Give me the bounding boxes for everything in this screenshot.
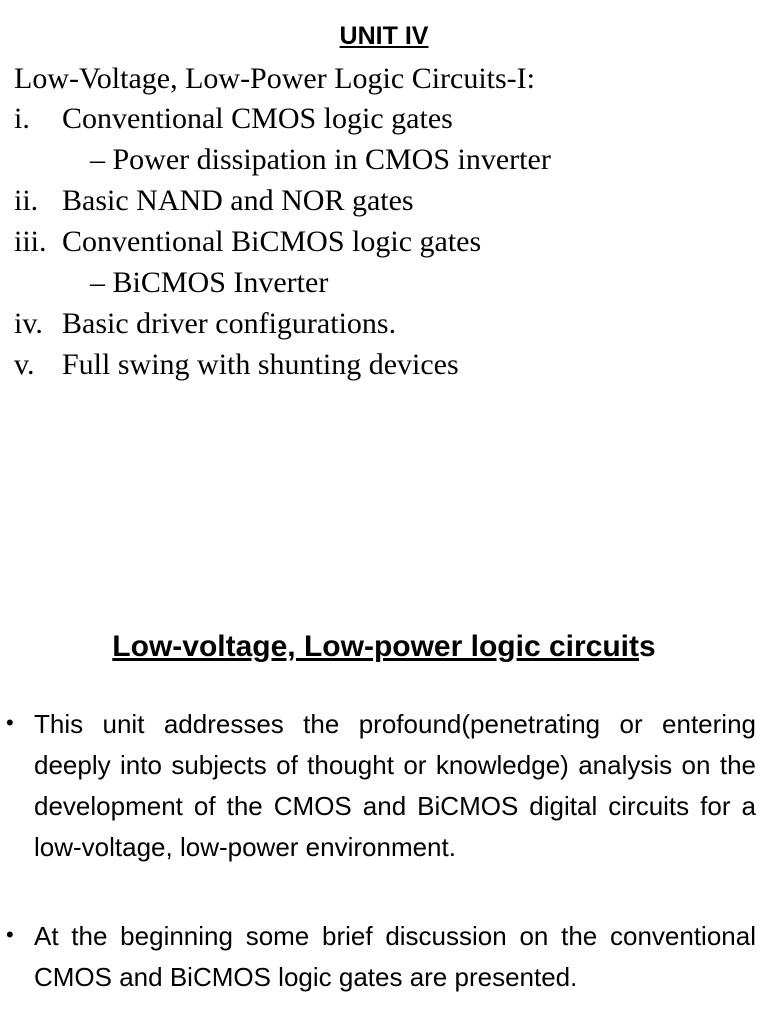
section-title [0, 630, 768, 664]
item-numeral: v. [14, 348, 35, 381]
item-text: Conventional BiCMOS logic gates [62, 225, 482, 258]
bullet-icon: • [6, 922, 14, 947]
section-title-tail: s [639, 630, 656, 663]
bullet-paragraph: This unit addresses the profound(penetrating or entering deeply into subjects of thought or knowledge) analysis on the development of the CMOS and BiCMOS digital circuits for a low-voltage, low-power environment. [34, 709, 756, 862]
unit-subtitle: Low-Voltage, Low-Power Logic Circuits-I: [14, 62, 536, 95]
subitem-text: – Power dissipation in CMOS inverter [90, 143, 551, 176]
subitem-text: – BiCMOS Inverter [90, 266, 329, 299]
bullet-paragraph: At the beginning some brief discussion on the conventional CMOS and BiCMOS logic gates are presented. [34, 921, 756, 992]
item-numeral: iv. [14, 307, 43, 340]
item-text: Full swing with shunting devices [62, 348, 459, 381]
item-text: Basic driver configurations. [62, 307, 397, 340]
item-text: Conventional CMOS logic gates [62, 102, 453, 135]
item-numeral: i. [14, 102, 30, 135]
section-title-underlined: Low-voltage, Low-power logic circuit [112, 630, 639, 663]
unit-title: UNIT IV [339, 22, 429, 50]
item-numeral: ii. [14, 184, 39, 217]
item-numeral: iii. [14, 225, 47, 258]
bullet-icon: • [6, 710, 14, 735]
item-text: Basic NAND and NOR gates [62, 184, 414, 217]
